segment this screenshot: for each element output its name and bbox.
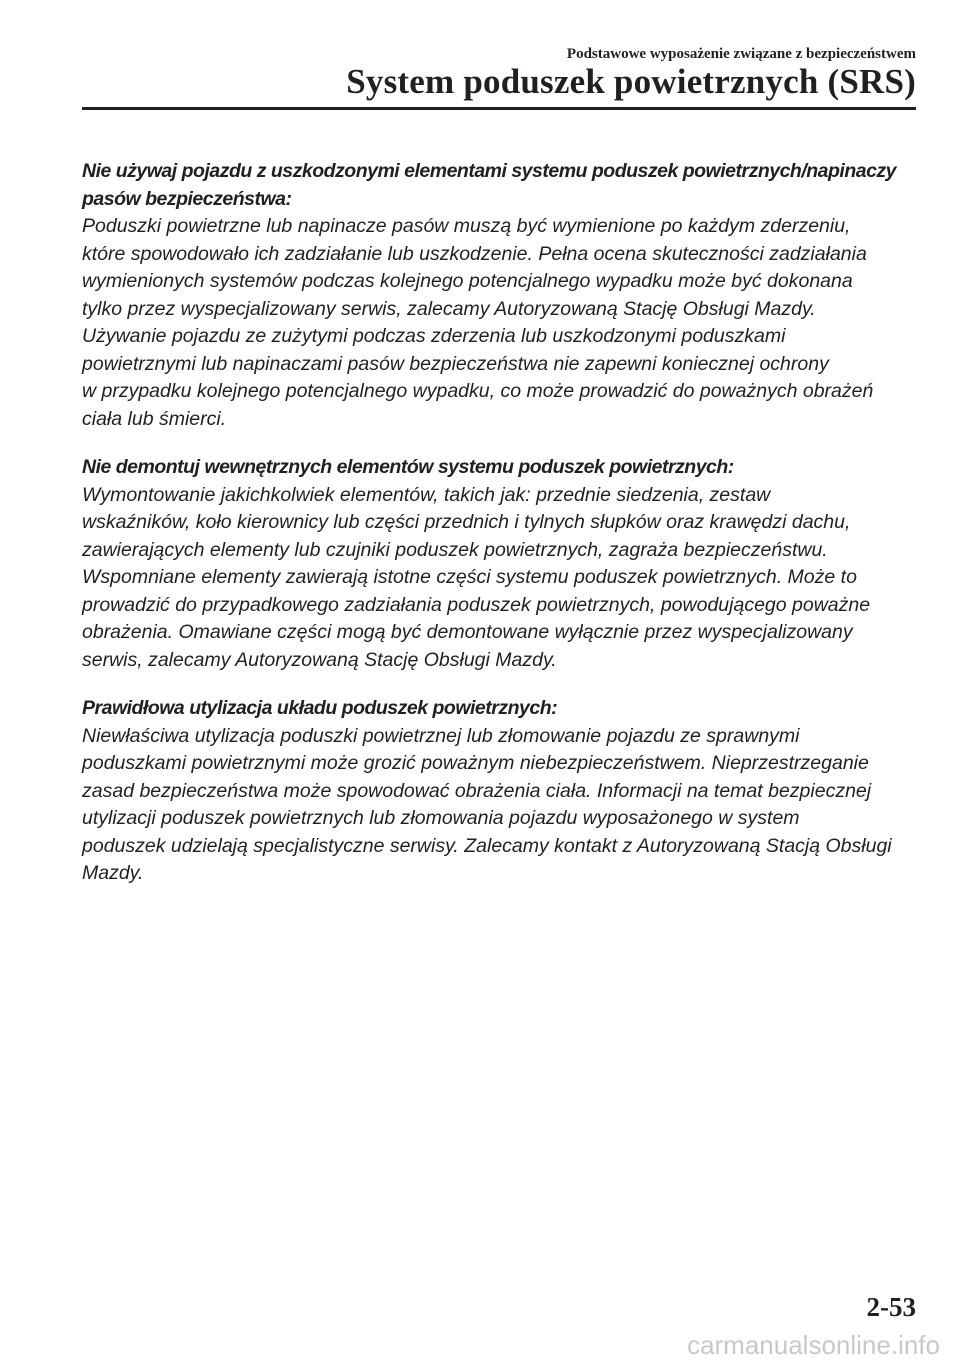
paragraph-line: zasad bezpieczeństwa może spowodować obrażenia ciała. Informacji na temat bezpiecznej xyxy=(82,779,872,802)
document-body xyxy=(82,158,922,909)
paragraph-line: Poduszki powietrzne lub napinacze pasów muszą być wymienione po każdym zderzeniu, xyxy=(82,215,851,237)
paragraph-line: poduszek udzielają specjalistyczne serwisy. Zalecamy kontakt z Autoryzowaną Stacją Obsługi xyxy=(82,834,892,857)
header-divider xyxy=(82,107,916,110)
paragraph-line: Wymontowanie jakichkolwiek elementów, takich jak: przednie siedzenia, zestaw xyxy=(82,483,771,506)
paragraph-line: utylizacji poduszek powietrznych lub złomowania pojazdu wyposażonego w system xyxy=(82,807,800,829)
paragraph-line: Mazdy. xyxy=(82,862,144,884)
paragraph-line: w przypadku kolejnego potencjalnego wypadku, co może prowadzić do poważnych obrażeń xyxy=(82,380,874,402)
paragraph-line: tylko przez wyspecjalizowany serwis, zalecamy Autoryzowaną Stację Obsługi Mazdy. xyxy=(82,297,816,320)
paragraph-line: zawierających elementy lub czujniki poduszek powietrznych, zagraża bezpieczeństwu. xyxy=(82,538,828,561)
paragraph-line: Używanie pojazdu ze zużytymi podczas zderzenia lub uszkodzonymi poduszkami xyxy=(82,325,786,347)
paragraph-line: serwis, zalecamy Autoryzowaną Stację Obsługi Mazdy. xyxy=(82,648,557,671)
paragraph-line: wymienionych systemów podczas kolejnego potencjalnego wypadku może być dokonana xyxy=(82,270,853,292)
paragraph-line: Wspomniane elementy zawierają istotne części systemu poduszek powietrznych. Może to xyxy=(82,566,857,588)
page-title: System poduszek powietrznych (SRS) xyxy=(346,62,916,101)
section-heading: Nie demontuj wewnętrznych elementów systemu poduszek powietrznych: xyxy=(82,456,734,478)
paragraph-line: poduszkami powietrznymi może grozić poważnym niebezpieczeństwem. Nieprzestrzeganie xyxy=(82,752,869,774)
paragraph-line: powietrznymi lub napinaczami pasów bezpieczeństwa nie zapewni koniecznej ochrony xyxy=(82,352,829,375)
paragraph-line: wskaźników, koło kierownicy lub części przednich i tylnych słupków oraz krawędzi dachu, xyxy=(82,511,851,533)
section-heading: pasów bezpieczeństwa: xyxy=(82,187,292,210)
section-do-not-disassemble xyxy=(82,454,922,674)
section-subtitle: Podstawowe wyposażenie związane z bezpieczeństwem xyxy=(566,46,916,62)
section-proper-disposal xyxy=(82,695,922,888)
section-heading: Nie używaj pojazdu z uszkodzonymi elementami systemu poduszek powietrznych/napinaczy xyxy=(82,160,897,182)
paragraph-line: obrażenia. Omawiane części mogą być demontowane wyłącznie przez wyspecjalizowany xyxy=(82,621,853,643)
section-do-not-use-damaged xyxy=(82,158,922,433)
page-number: 2-53 xyxy=(866,1292,916,1322)
paragraph-line: które spowodowało ich zadziałanie lub uszkodzenie. Pełna ocena skuteczności zadziałania xyxy=(82,242,867,265)
section-heading: Prawidłowa utylizacja układu poduszek powietrznych: xyxy=(82,697,558,719)
paragraph-line: Niewłaściwa utylizacja poduszki powietrznej lub złomowanie pojazdu ze sprawnymi xyxy=(82,724,800,747)
watermark: carmanualsonline.info xyxy=(687,1330,940,1360)
paragraph-line: prowadzić do przypadkowego zadziałania poduszek powietrznych, powodującego poważne xyxy=(82,593,871,616)
paragraph-line: ciała lub śmierci. xyxy=(82,407,227,430)
